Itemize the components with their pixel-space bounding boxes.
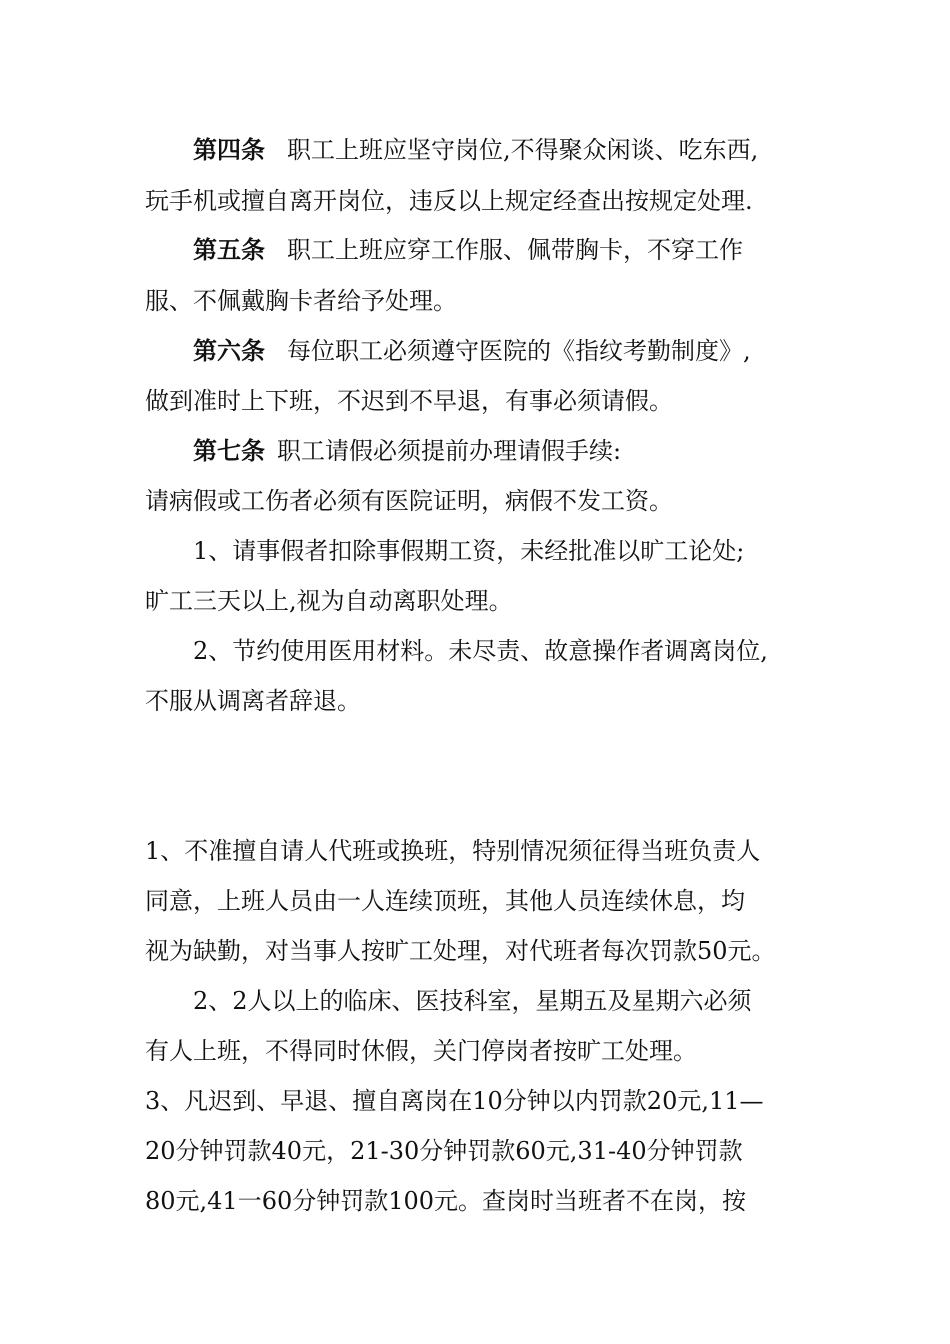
article-5-line-2: 服、不佩戴胸卡者给予处理。 <box>145 287 457 315</box>
article-7-item-1-line-2: 旷工三天以上,视为自动离职处理。 <box>145 587 513 615</box>
article-4-label: 第四条 <box>193 135 265 164</box>
article-6-line-2: 做到准时上下班，不迟到不早退，有事必须请假。 <box>145 387 673 415</box>
rule-1-line-3: 视为缺勤，对当事人按旷工处理，对代班者每次罚款50元。 <box>145 937 776 965</box>
rule-3-line-3: 80元,41一60分钟罚款100元。查岗时当班者不在岗，按 <box>145 1187 747 1215</box>
article-4-line-1 <box>193 135 758 165</box>
article-7-text: 职工请假必须提前办理请假手续: <box>277 437 622 465</box>
rule-3-line-2: 20分钟罚款40元，21-30分钟罚款60元,31-40分钟罚款 <box>145 1137 743 1165</box>
article-6-line-1 <box>193 336 751 366</box>
rule-3-line-1: 3、凡迟到、早退、擅自离岗在10分钟以内罚款20元,11— <box>145 1087 764 1115</box>
article-7-item-1-line-1: 1、请事假者扣除事假期工资，未经批准以旷工论处; <box>193 537 745 565</box>
article-6-text: 每位职工必须遵守医院的《指纹考勤制度》, <box>287 337 751 365</box>
rule-1-line-2: 同意，上班人员由一人连续顶班，其他人员连续休息，均 <box>145 887 745 915</box>
article-5-line-1 <box>193 235 743 265</box>
article-7-item-2-line-2: 不服从调离者辞退。 <box>145 687 361 715</box>
article-5-label: 第五条 <box>193 235 265 264</box>
article-4-line-2: 玩手机或擅自离开岗位，违反以上规定经查出按规定处理. <box>145 187 753 215</box>
article-5-text: 职工上班应穿工作服、佩带胸卡，不穿工作 <box>287 236 743 264</box>
article-7-line-1 <box>193 436 621 466</box>
article-4-text: 职工上班应坚守岗位,不得聚众闲谈、吃东西, <box>287 136 759 164</box>
article-7-line-2: 请病假或工伤者必须有医院证明，病假不发工资。 <box>145 487 673 515</box>
article-7-label: 第七条 <box>193 436 265 465</box>
rule-2-line-1: 2、2人以上的临床、医技科室，星期五及星期六必须 <box>193 987 752 1015</box>
rule-1-line-1: 1、不准擅自请人代班或换班，特别情况须征得当班负责人 <box>145 837 761 865</box>
rule-2-line-2: 有人上班，不得同时休假，关门停岗者按旷工处理。 <box>145 1037 697 1065</box>
article-7-item-2-line-1: 2、节约使用医用材料。未尽责、故意操作者调离岗位, <box>193 637 768 665</box>
article-6-label: 第六条 <box>193 336 265 365</box>
